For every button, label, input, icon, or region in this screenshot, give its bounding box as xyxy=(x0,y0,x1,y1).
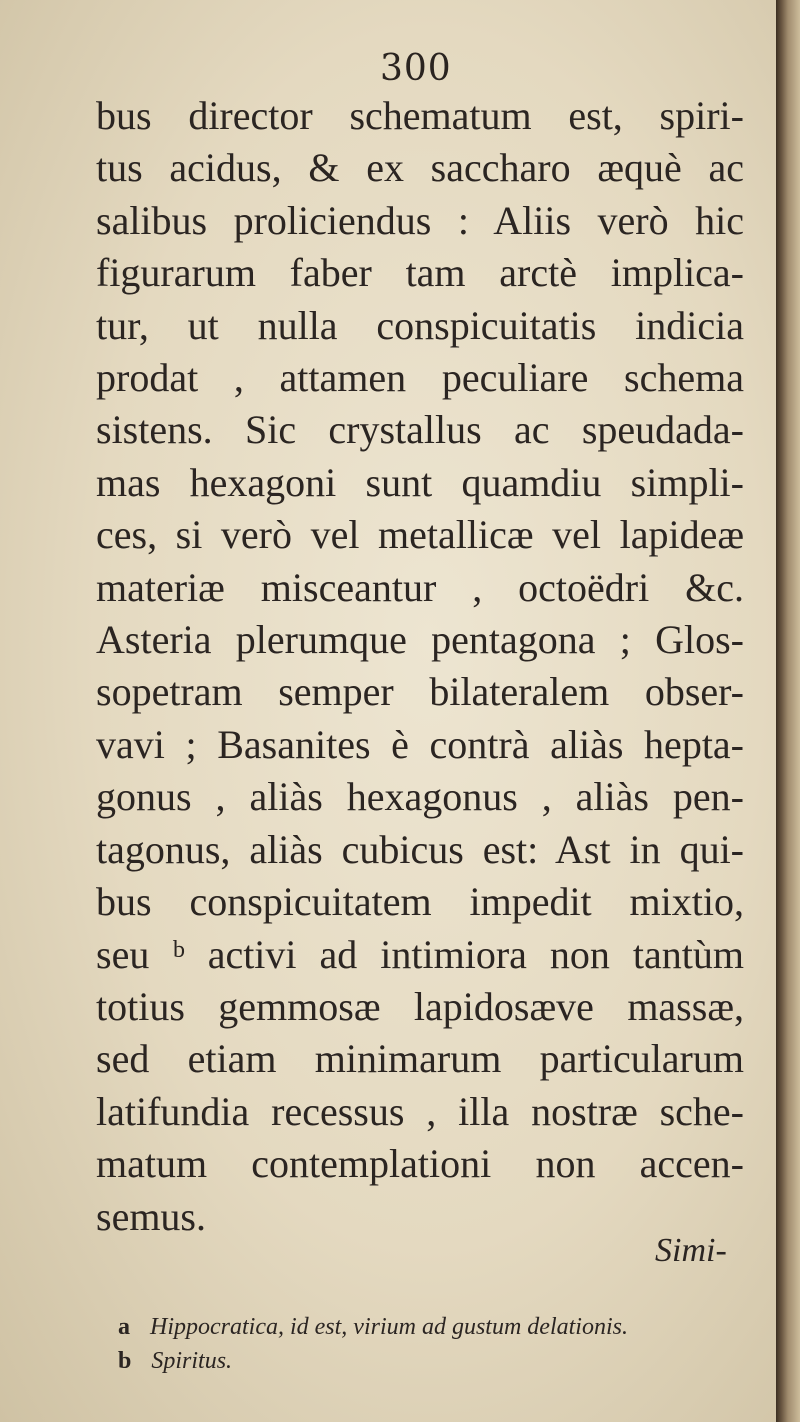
text-line: salibus proliciendus : Aliis verò hic xyxy=(96,197,744,243)
catchword: Simi- xyxy=(655,1232,727,1269)
text-line: gonus , aliàs hexagonus , aliàs pen- xyxy=(96,774,744,820)
text-line: Asteria plerumque pentagona ; Glos- xyxy=(96,617,744,663)
page-number: 300 xyxy=(380,48,452,89)
text-line: tur, ut nulla conspicuitatis indicia xyxy=(96,302,744,348)
text-line: latifundia recessus , illa nostræ sche- xyxy=(96,1088,744,1134)
footnote-marker: b xyxy=(118,1348,132,1374)
text-line: bus director schematum est, spiri- xyxy=(96,93,744,138)
footnote xyxy=(118,1310,758,1344)
book-binding-edge xyxy=(776,0,800,1422)
footnote-marker: a xyxy=(118,1314,130,1340)
body-text xyxy=(96,90,744,1243)
text-line: matum contemplationi non accen- xyxy=(96,1141,744,1187)
text-line: figurarum faber tam arctè implica- xyxy=(96,250,744,296)
text-line: sopetram semper bilateralem obser- xyxy=(96,669,744,715)
text-line: seu ᵇ activi ad intimiora non tantùm xyxy=(96,931,744,977)
footnote xyxy=(118,1344,758,1378)
text-line: sistens. Sic crystallus ac speudada- xyxy=(96,407,744,453)
text-line: ces, si verò vel metallicæ vel lapideæ xyxy=(96,512,744,558)
text-line: materiæ misceantur , octoëdri &c. xyxy=(96,564,744,610)
text-line: semus. xyxy=(96,1193,206,1239)
text-line: bus conspicuitatem impedit mixtio, xyxy=(96,879,744,925)
text-line: prodat , attamen peculiare schema xyxy=(96,355,744,401)
text-line: tagonus, aliàs cubicus est: Ast in qui- xyxy=(96,826,744,872)
text-line: mas hexagoni sunt quamdiu simpli- xyxy=(96,459,744,505)
footnote-text: Spiritus. xyxy=(151,1348,233,1374)
text-line: tus acidus, & ex saccharo æquè ac xyxy=(96,145,744,191)
text-line: totius gemmosæ lapidosæve massæ, xyxy=(96,983,744,1029)
text-line: vavi ; Basanites è contrà aliàs hepta- xyxy=(96,721,744,767)
text-line: sed etiam minimarum particularum xyxy=(96,1036,744,1082)
footnote-text: Hippocratica, id est, virium ad gustum delationis. xyxy=(150,1314,628,1340)
footnotes xyxy=(118,1310,758,1378)
